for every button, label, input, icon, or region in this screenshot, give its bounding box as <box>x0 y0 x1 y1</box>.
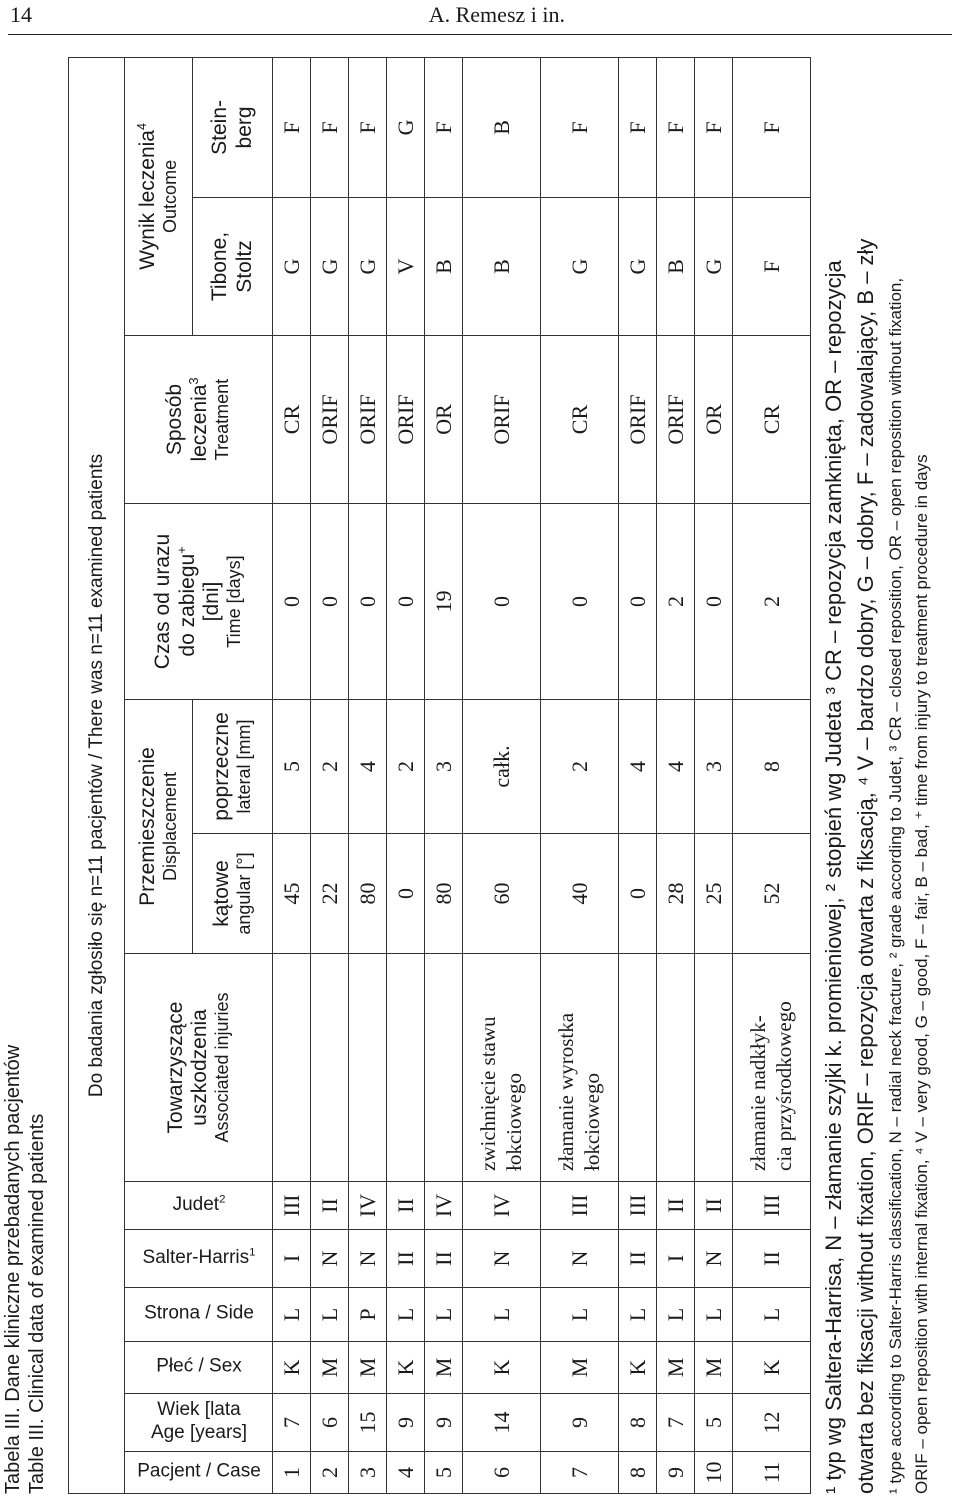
cell-salter: N <box>463 1230 541 1288</box>
col-displacement-header <box>125 700 193 954</box>
cell-side: L <box>657 1288 695 1342</box>
col-tibone-label-2: Stoltz <box>232 240 256 293</box>
cell-tibone: F <box>733 198 811 336</box>
cell-steinberg: F <box>425 57 463 197</box>
col-salter-header <box>125 1230 273 1288</box>
cell-case: 6 <box>463 1452 541 1494</box>
cell-steinberg: F <box>657 57 695 197</box>
col-steinberg-header <box>193 57 273 197</box>
cell-assoc <box>733 954 811 1182</box>
col-outcome-sup: 4 <box>135 122 150 130</box>
col-lateral-header <box>193 700 273 834</box>
col-sex-label: Płeć / Sex <box>155 1356 242 1378</box>
cell-angular: 25 <box>695 834 733 954</box>
table-row <box>733 57 811 1493</box>
col-judet-header <box>125 1182 273 1230</box>
col-lateral-label-en: lateral [mm] <box>233 719 254 814</box>
cell-sex: M <box>349 1342 387 1394</box>
cell-angular: 22 <box>311 834 349 954</box>
cell-treatment: ORIF <box>311 336 349 504</box>
cell-sex: M <box>425 1342 463 1394</box>
cell-case: 3 <box>349 1452 387 1494</box>
table-row <box>657 57 695 1493</box>
cell-salter: I <box>273 1230 311 1288</box>
cell-case: 5 <box>425 1452 463 1494</box>
clinical-data-table <box>68 57 811 1494</box>
table-row <box>425 57 463 1493</box>
cell-angular: 60 <box>463 834 541 954</box>
col-sex-header <box>125 1342 273 1394</box>
cell-lateral: 2 <box>387 700 425 834</box>
cell-age: 9 <box>541 1394 619 1452</box>
cell-salter: N <box>311 1230 349 1288</box>
cell-treatment: CR <box>541 336 619 504</box>
col-time-label-pl-2: do zabiegu <box>176 553 200 657</box>
cell-judet: II <box>311 1182 349 1230</box>
cell-side: L <box>311 1288 349 1342</box>
col-side-header <box>125 1288 273 1342</box>
col-age-header <box>125 1394 273 1452</box>
table-row <box>695 57 733 1493</box>
cell-judet: III <box>619 1182 657 1230</box>
cell-age: 6 <box>311 1394 349 1452</box>
cell-case: 7 <box>541 1452 619 1494</box>
cell-treatment: ORIF <box>463 336 541 504</box>
cell-salter: I <box>657 1230 695 1288</box>
cell-salter: II <box>387 1230 425 1288</box>
col-age-label-pl: Wiek [lata <box>156 1399 241 1421</box>
col-case-header <box>125 1452 273 1494</box>
col-salter-sup: 1 <box>248 1246 255 1259</box>
cell-steinberg: F <box>733 57 811 197</box>
cell-tibone: B <box>657 198 695 336</box>
cell-judet: II <box>657 1182 695 1230</box>
cell-steinberg: F <box>273 57 311 197</box>
col-time-label-pl-1: Czas od urazu <box>150 533 174 670</box>
cell-salter: N <box>349 1230 387 1288</box>
cell-age: 15 <box>349 1394 387 1452</box>
cell-time: 0 <box>541 504 619 700</box>
cell-time: 0 <box>619 504 657 700</box>
cell-steinberg: F <box>541 57 619 197</box>
cell-angular: 0 <box>387 834 425 954</box>
cell-tibone: G <box>695 198 733 336</box>
cell-side: L <box>733 1288 811 1342</box>
cell-case: 10 <box>695 1452 733 1494</box>
cell-treatment: CR <box>273 336 311 504</box>
cell-lateral: 8 <box>733 700 811 834</box>
cell-age: 14 <box>463 1394 541 1452</box>
cell-angular: 45 <box>273 834 311 954</box>
table-row <box>273 57 311 1493</box>
table-row <box>619 57 657 1493</box>
footnote-en-line-2: ORIF – open reposition with internal fixation, ⁴ V – very good, G – good, F – fair, B – bad, ⁺ time from injury to treatment procedure in days <box>912 454 932 1494</box>
cell-assoc-line: złamanie wyrostka <box>554 1012 579 1171</box>
cell-angular: 52 <box>733 834 811 954</box>
col-angular-label-en: angular [°] <box>233 852 254 935</box>
cell-sex: M <box>541 1342 619 1394</box>
col-treatment-label-pl-1: Sposób <box>163 383 187 456</box>
cell-tibone: G <box>349 198 387 336</box>
cell-angular: 80 <box>349 834 387 954</box>
cell-assoc <box>619 954 657 1182</box>
cell-judet: IV <box>463 1182 541 1230</box>
rotated-table-page <box>0 39 935 1504</box>
cell-side: L <box>463 1288 541 1342</box>
cell-time: 19 <box>425 504 463 700</box>
col-treatment-label-pl-2: leczenia <box>188 384 212 462</box>
col-assoc-label-pl-2: uszkodzenia <box>187 1009 211 1126</box>
col-tibone-label-1: Tibone, <box>208 231 232 302</box>
cell-lateral: 4 <box>657 700 695 834</box>
cell-lateral: 4 <box>349 700 387 834</box>
cell-tibone: G <box>273 198 311 336</box>
cell-judet: III <box>733 1182 811 1230</box>
col-judet-label: Judet <box>172 1194 219 1216</box>
cell-treatment: ORIF <box>349 336 387 504</box>
cell-age: 8 <box>619 1394 657 1452</box>
col-case-label: Pacjent / Case <box>136 1461 261 1483</box>
cell-sex: K <box>463 1342 541 1394</box>
col-treatment-sup: 3 <box>187 377 202 385</box>
col-steinberg-label-1: Stein- <box>208 100 232 155</box>
cell-sex: K <box>733 1342 811 1394</box>
table-row <box>387 57 425 1493</box>
cell-sex: M <box>695 1342 733 1394</box>
cell-tibone: B <box>425 198 463 336</box>
cell-age: 7 <box>657 1394 695 1452</box>
col-treatment-label-en: Treatment <box>212 378 233 461</box>
cell-lateral: 2 <box>541 700 619 834</box>
header-rule <box>8 34 952 35</box>
cell-side: L <box>387 1288 425 1342</box>
cell-case: 1 <box>273 1452 311 1494</box>
cell-assoc <box>463 954 541 1182</box>
col-time-header <box>125 504 273 700</box>
cell-lateral: 4 <box>619 700 657 834</box>
col-assoc-label-pl-1: Towarzyszące <box>163 1001 187 1134</box>
cell-time: 2 <box>657 504 695 700</box>
col-steinberg-label-2: berg <box>232 106 256 149</box>
cell-lateral: 3 <box>425 700 463 834</box>
col-time-label-en: Time [days] <box>224 555 245 648</box>
table-caption-en: Table III. Clinical data of examined patients <box>26 1113 48 1494</box>
cell-treatment: ORIF <box>387 336 425 504</box>
cell-sex: K <box>273 1342 311 1394</box>
cell-assoc <box>387 954 425 1182</box>
running-author: A. Remesz i in. <box>428 2 565 27</box>
table-row <box>463 57 541 1493</box>
cell-tibone: B <box>463 198 541 336</box>
footnote-pl-line-1: ¹ typ wg Saltera-Harrisa, N – złamanie szyjki k. promieniowej, ² stopień wg Judeta ³ CR – repozycja zamknięta, OR – repozycja <box>821 260 846 1494</box>
cell-time: 0 <box>695 504 733 700</box>
cell-angular: 80 <box>425 834 463 954</box>
cell-judet: IV <box>425 1182 463 1230</box>
cell-judet: II <box>695 1182 733 1230</box>
cell-assoc-line: łokciowego <box>579 1073 604 1171</box>
cell-age: 5 <box>695 1394 733 1452</box>
cell-salter: N <box>541 1230 619 1288</box>
cell-assoc <box>657 954 695 1182</box>
cell-angular: 40 <box>541 834 619 954</box>
col-angular-header <box>193 834 273 954</box>
col-treatment-header <box>125 336 273 504</box>
cell-case: 4 <box>387 1452 425 1494</box>
col-lateral-label-pl: poprzeczne <box>209 712 233 821</box>
footnote-en-line-1: ¹ type according to Salter-Harris classification, N – radial neck fracture, ² grade according to Judet, ³ CR – closed reposition, OR – open reposition without fixation, <box>885 277 905 1494</box>
footnotes <box>818 54 935 1494</box>
col-assoc-header <box>125 954 273 1182</box>
cell-side: L <box>273 1288 311 1342</box>
cell-lateral: całk. <box>463 700 541 834</box>
col-assoc-label-en: Associated injuries <box>211 992 232 1143</box>
cell-time: 0 <box>311 504 349 700</box>
cell-age: 9 <box>425 1394 463 1452</box>
cell-sex: K <box>619 1342 657 1394</box>
cell-side: L <box>541 1288 619 1342</box>
cell-lateral: 2 <box>311 700 349 834</box>
cell-assoc <box>695 954 733 1182</box>
cell-steinberg: F <box>695 57 733 197</box>
col-judet-sup: 2 <box>218 1193 225 1206</box>
cell-lateral: 5 <box>273 700 311 834</box>
cell-assoc-line: złamanie nadkłyk- <box>746 1015 771 1171</box>
cell-assoc-line: łokciowego <box>501 1073 526 1171</box>
cell-side: L <box>619 1288 657 1342</box>
cell-age: 12 <box>733 1394 811 1452</box>
col-displacement-label-pl: Przemieszczenie <box>135 747 159 906</box>
footnote-pl-line-2: otwarta bez fiksacji without fixation, ORIF – repozycja otwarta z fiksacją, ⁴ V – bardzo dobry, G – dobry, F – zadowalający, B – zły <box>852 238 878 1494</box>
cell-lateral: 3 <box>695 700 733 834</box>
cell-assoc-line: cia przyśrodkowego <box>771 1001 796 1171</box>
cell-salter: II <box>425 1230 463 1288</box>
cell-age: 7 <box>273 1394 311 1452</box>
cell-assoc-line: zwichnięcie stawu <box>476 1016 501 1171</box>
table-row <box>541 57 619 1493</box>
cell-judet: IV <box>349 1182 387 1230</box>
table-body <box>273 57 811 1493</box>
cell-treatment: CR <box>733 336 811 504</box>
cell-steinberg: F <box>619 57 657 197</box>
cell-tibone: G <box>619 198 657 336</box>
cell-side: L <box>695 1288 733 1342</box>
cell-case: 2 <box>311 1452 349 1494</box>
col-outcome-label-pl: Wynik leczenia <box>136 130 160 270</box>
col-outcome-header <box>125 57 193 335</box>
col-displacement-label-en: Displacement <box>159 771 180 882</box>
cell-steinberg: B <box>463 57 541 197</box>
cell-angular: 0 <box>619 834 657 954</box>
cell-case: 11 <box>733 1452 811 1494</box>
cell-tibone: G <box>311 198 349 336</box>
col-outcome-label-en: Outcome <box>160 159 181 233</box>
col-time-sup: + <box>175 546 190 554</box>
cell-time: 2 <box>733 504 811 700</box>
cell-steinberg: F <box>349 57 387 197</box>
table-row <box>311 57 349 1493</box>
cell-salter: N <box>695 1230 733 1288</box>
col-time-label-pl-3: [dni] <box>200 581 224 622</box>
cell-treatment: ORIF <box>619 336 657 504</box>
cell-steinberg: G <box>387 57 425 197</box>
cell-judet: II <box>387 1182 425 1230</box>
cell-time: 0 <box>273 504 311 700</box>
cell-assoc <box>541 954 619 1182</box>
cell-angular: 28 <box>657 834 695 954</box>
col-age-label-en: Age [years] <box>150 1422 247 1444</box>
cell-tibone: V <box>387 198 425 336</box>
cell-case: 9 <box>657 1452 695 1494</box>
cell-side: P <box>349 1288 387 1342</box>
cell-tibone: G <box>541 198 619 336</box>
cell-assoc <box>425 954 463 1182</box>
cell-salter: II <box>733 1230 811 1288</box>
cell-judet: III <box>541 1182 619 1230</box>
cell-assoc <box>311 954 349 1182</box>
col-salter-label: Salter-Harris <box>142 1247 249 1269</box>
cell-sex: K <box>387 1342 425 1394</box>
cell-case: 8 <box>619 1452 657 1494</box>
cell-treatment: ORIF <box>657 336 695 504</box>
cell-treatment: OR <box>695 336 733 504</box>
cell-sex: M <box>311 1342 349 1394</box>
cell-sex: M <box>657 1342 695 1394</box>
cell-treatment: OR <box>425 336 463 504</box>
col-angular-label-pl: kątowe <box>209 860 233 927</box>
cell-judet: III <box>273 1182 311 1230</box>
cell-salter: II <box>619 1230 657 1288</box>
col-side-label: Strona / Side <box>143 1303 254 1325</box>
col-tibone-header <box>193 198 273 336</box>
cell-age: 9 <box>387 1394 425 1452</box>
page-number: 14 <box>10 2 32 27</box>
cell-side: L <box>425 1288 463 1342</box>
cell-time: 0 <box>349 504 387 700</box>
cell-time: 0 <box>387 504 425 700</box>
cell-steinberg: F <box>311 57 349 197</box>
table-row <box>349 57 387 1493</box>
cell-time: 0 <box>463 504 541 700</box>
table-caption-pl: Tabela III. Dane kliniczne przebadanych pacjentów <box>2 1044 24 1494</box>
cell-assoc <box>273 954 311 1182</box>
table-note: Do badania zgłosiło się n=11 pacjentów / There was n=11 examined patients <box>69 57 125 1493</box>
cell-assoc <box>349 954 387 1182</box>
